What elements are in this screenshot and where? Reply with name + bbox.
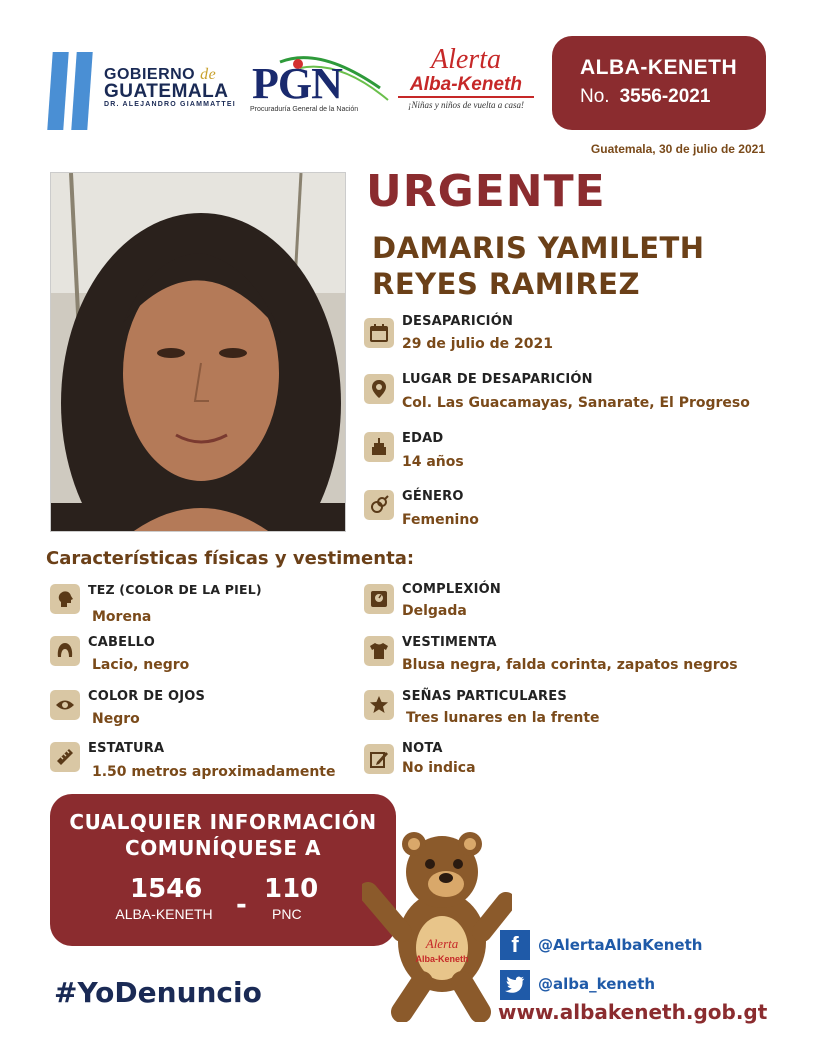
eye-icon xyxy=(50,690,80,720)
contact-separator: - xyxy=(236,890,247,920)
char-value-clothing: Blusa negra, falda corinta, zapatos negros xyxy=(402,657,738,673)
alerta-logo-tagline: ¡Niñas y niños de vuelta a casa! xyxy=(408,100,524,110)
contact-number-pnc-label: PNC xyxy=(272,906,302,922)
char-label-marks: SEÑAS PARTICULARES xyxy=(402,689,567,704)
detail-label-age: EDAD xyxy=(402,431,444,446)
urgent-heading: URGENTE xyxy=(366,166,606,217)
gender-icon xyxy=(364,490,394,520)
case-title: ALBA-KENETH xyxy=(580,56,738,79)
star-icon xyxy=(364,690,394,720)
alerta-logo-line2: Alba-Keneth xyxy=(398,74,534,98)
detail-label-location: LUGAR DE DESAPARICIÓN xyxy=(402,372,593,387)
gobierno-line3: DR. ALEJANDRO GIAMMATTEI xyxy=(104,101,236,108)
hashtag: #YoDenuncio xyxy=(54,976,262,1009)
person-name-line1: DAMARIS YAMILETH xyxy=(372,231,705,265)
characteristics-title: Características físicas y vestimenta: xyxy=(46,548,415,569)
alerta-logo-line1: Alerta xyxy=(431,44,501,75)
missing-person-photo xyxy=(50,172,346,532)
case-no-label: No. xyxy=(580,86,610,107)
head-profile-icon xyxy=(50,584,80,614)
char-value-height: 1.50 metros aproximadamente xyxy=(92,764,336,780)
contact-number-alba-label: ALBA-KENETH xyxy=(115,906,213,922)
location-pin-icon xyxy=(364,374,394,404)
contact-line2: COMUNÍQUESE A xyxy=(125,836,321,860)
char-label-height: ESTATURA xyxy=(88,741,165,756)
website-link[interactable]: www.albakeneth.gob.gt xyxy=(498,1000,768,1024)
gobierno-line1: GOBIERNO xyxy=(104,66,196,83)
char-label-hair: CABELLO xyxy=(88,635,155,650)
scale-icon xyxy=(364,584,394,614)
char-label-note: NOTA xyxy=(402,741,443,756)
char-value-skin: Morena xyxy=(92,609,152,625)
char-value-hair: Lacio, negro xyxy=(92,657,190,673)
tshirt-icon xyxy=(364,636,394,666)
detail-label-disappearance: DESAPARICIÓN xyxy=(402,314,514,329)
char-value-build: Delgada xyxy=(402,603,467,619)
svg-text:Alerta: Alerta xyxy=(425,936,459,951)
person-name-line2: REYES RAMIREZ xyxy=(372,267,641,301)
gobierno-logo-text xyxy=(104,66,236,110)
twitter-handle[interactable]: @alba_keneth xyxy=(538,975,656,993)
svg-text:Alba-Keneth: Alba-Keneth xyxy=(415,954,469,964)
note-edit-icon xyxy=(364,744,394,774)
contact-box xyxy=(50,794,396,946)
contact-number-alba[interactable]: 1546 xyxy=(130,874,203,904)
case-number-box xyxy=(552,36,766,130)
twitter-icon[interactable] xyxy=(500,970,530,1000)
person-name xyxy=(372,230,705,302)
char-label-build: COMPLEXIÓN xyxy=(402,582,502,597)
char-label-eyes: COLOR DE OJOS xyxy=(88,689,206,704)
ruler-icon xyxy=(50,742,80,772)
detail-label-gender: GÉNERO xyxy=(402,489,464,504)
cake-icon xyxy=(364,432,394,462)
gobierno-de: de xyxy=(200,66,217,83)
facebook-icon[interactable]: f xyxy=(500,930,530,960)
gobierno-logo-bars xyxy=(50,52,94,130)
detail-value-age: 14 años xyxy=(402,454,464,470)
facebook-handle[interactable]: @AlertaAlbaKeneth xyxy=(538,936,703,954)
issue-date: Guatemala, 30 de julio de 2021 xyxy=(590,142,765,156)
char-value-eyes: Negro xyxy=(92,711,140,727)
hair-icon xyxy=(50,636,80,666)
detail-value-gender: Femenino xyxy=(402,512,479,528)
calendar-icon xyxy=(364,318,394,348)
gobierno-line2: GUATEMALA xyxy=(104,81,229,102)
char-label-clothing: VESTIMENTA xyxy=(402,635,497,650)
alerta-logo xyxy=(398,46,534,110)
char-label-skin: TEZ (COLOR DE LA PIEL) xyxy=(88,582,262,597)
detail-value-disappearance: 29 de julio de 2021 xyxy=(402,336,553,352)
pgn-subtitle: Procuraduría General de la Nación xyxy=(250,106,359,113)
contact-line1: CUALQUIER INFORMACIÓN xyxy=(69,810,377,834)
bear-mascot-icon xyxy=(362,822,512,1022)
detail-value-location: Col. Las Guacamayas, Sanarate, El Progreso xyxy=(402,395,750,411)
contact-number-pnc[interactable]: 110 xyxy=(264,874,319,904)
pgn-logo-text: PGN xyxy=(252,59,342,108)
char-value-marks: Tres lunares en la frente xyxy=(406,710,600,726)
case-number xyxy=(580,86,710,108)
case-no-value: 3556-2021 xyxy=(619,86,711,107)
char-value-note: No indica xyxy=(402,760,476,776)
